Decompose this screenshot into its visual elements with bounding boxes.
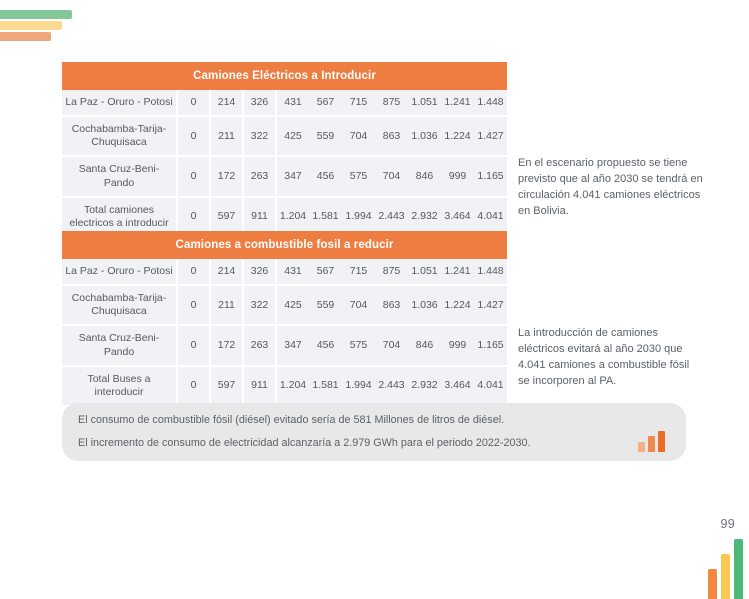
cell-value: 2.932 bbox=[408, 197, 441, 236]
cell-value: 322 bbox=[243, 116, 276, 156]
callout-line-diesel: El consumo de combustible fósil (diésel) evitado sería de 581 Millones de litros de diésel. bbox=[78, 414, 505, 426]
cell-value: 1.204 bbox=[276, 197, 309, 236]
table-body bbox=[62, 90, 507, 236]
cell-value: 214 bbox=[210, 259, 243, 285]
row-label: La Paz - Oruro - Potosi bbox=[62, 259, 177, 285]
cell-value: 322 bbox=[243, 285, 276, 325]
table-row bbox=[62, 259, 507, 285]
row-label: Total camiones electricos a introducir bbox=[62, 197, 177, 236]
cell-value: 4.041 bbox=[474, 197, 507, 236]
bar-chart-icon bbox=[638, 430, 672, 452]
cell-value: 4.041 bbox=[474, 366, 507, 405]
cell-value: 0 bbox=[177, 325, 210, 365]
cell-value: 1.581 bbox=[309, 197, 342, 236]
cell-value: 214 bbox=[210, 90, 243, 116]
dark-orange-bar-icon bbox=[658, 431, 665, 452]
cell-value: 425 bbox=[276, 285, 309, 325]
cell-value: 704 bbox=[342, 116, 375, 156]
cell-value: 3.464 bbox=[441, 366, 474, 405]
cell-value: 1.165 bbox=[474, 325, 507, 365]
top-left-decoration bbox=[0, 10, 80, 43]
cell-value: 0 bbox=[177, 156, 210, 196]
cell-value: 846 bbox=[408, 156, 441, 196]
cell-value: 1.448 bbox=[477, 265, 504, 277]
table-row bbox=[62, 197, 507, 236]
cell-value: 431 bbox=[284, 265, 302, 277]
cell-value: 211 bbox=[210, 116, 243, 156]
table-row bbox=[62, 116, 507, 156]
bottom-right-decoration bbox=[699, 533, 743, 599]
cell-value: 575 bbox=[342, 325, 375, 365]
cell-value: 1.224 bbox=[441, 116, 474, 156]
cell-value: 1.051 bbox=[411, 96, 438, 108]
cell-value: 172 bbox=[210, 156, 243, 196]
cell-value: 425 bbox=[276, 116, 309, 156]
callout-line-electricity: El incremento de consumo de electricidad alcanzaría a 2.979 GWh para el periodo 2022-2030. bbox=[78, 437, 531, 450]
table-fossil-trucks bbox=[62, 231, 507, 405]
cell-value: 715 bbox=[349, 265, 368, 277]
cell-value: 2.932 bbox=[408, 366, 441, 405]
table-body bbox=[62, 259, 507, 405]
side-note-electric: En el escenario propuesto se tiene previsto que al año 2030 se tendrá en circulación 4.041 camiones eléctricos en Bolivia. bbox=[518, 157, 703, 217]
cell-value: 875 bbox=[382, 265, 401, 277]
cell-value: 846 bbox=[408, 325, 441, 365]
cell-value: 263 bbox=[243, 325, 276, 365]
cell-value: 0 bbox=[177, 366, 210, 405]
cell-value: 3.464 bbox=[441, 197, 474, 236]
cell-value: 863 bbox=[375, 285, 408, 325]
cell-value: 1.204 bbox=[276, 366, 309, 405]
orange-bar-icon bbox=[708, 569, 717, 599]
cell-value: 347 bbox=[276, 325, 309, 365]
green-bar-icon bbox=[0, 10, 72, 19]
row-label: Santa Cruz-Beni-Pando bbox=[62, 156, 177, 196]
cell-value: 559 bbox=[309, 285, 342, 325]
cell-value: 559 bbox=[309, 116, 342, 156]
cell-value: 1.036 bbox=[408, 285, 441, 325]
cell-value: 704 bbox=[375, 325, 408, 365]
yellow-bar-icon bbox=[721, 554, 730, 599]
cell-value: 0 bbox=[177, 285, 210, 325]
cell-value: 211 bbox=[210, 285, 243, 325]
cell-value: 1.224 bbox=[441, 285, 474, 325]
cell-value: 1.241 bbox=[444, 96, 471, 108]
cell-value: 347 bbox=[276, 156, 309, 196]
table-title: Camiones a combustible fosil a reducir bbox=[62, 231, 507, 259]
cell-value: 2.443 bbox=[375, 366, 408, 405]
cell-value: 326 bbox=[243, 90, 276, 116]
cell-value: 911 bbox=[243, 197, 276, 236]
summary-callout bbox=[62, 403, 686, 461]
cell-value: 1.241 bbox=[444, 265, 471, 277]
cell-value: 1.448 bbox=[477, 96, 504, 108]
cell-value: 0 bbox=[177, 197, 210, 236]
table-row bbox=[62, 90, 507, 116]
cell-value: 875 bbox=[382, 96, 401, 108]
cell-value: 1.427 bbox=[474, 285, 507, 325]
cell-value: 1.994 bbox=[342, 366, 375, 405]
cell-value: 263 bbox=[243, 156, 276, 196]
cell-value: 567 bbox=[316, 96, 335, 108]
page-number: 99 bbox=[720, 517, 735, 531]
row-label: Cochabamba-Tarija-Chuquisaca bbox=[62, 116, 177, 156]
table-row bbox=[62, 366, 507, 405]
cell-value: 431 bbox=[284, 96, 302, 108]
cell-value: 704 bbox=[342, 285, 375, 325]
table-row bbox=[62, 156, 507, 196]
cell-value: 704 bbox=[375, 156, 408, 196]
cell-value: 0 bbox=[177, 90, 210, 116]
row-label: Santa Cruz-Beni-Pando bbox=[62, 325, 177, 365]
cell-value: 999 bbox=[441, 325, 474, 365]
cell-value: 1.581 bbox=[309, 366, 342, 405]
cell-value: 1.036 bbox=[408, 116, 441, 156]
cell-value: 567 bbox=[316, 265, 335, 277]
cell-value: 2.443 bbox=[375, 197, 408, 236]
cell-value: 911 bbox=[243, 366, 276, 405]
table-row bbox=[62, 285, 507, 325]
cell-value: 0 bbox=[177, 116, 210, 156]
cell-value: 575 bbox=[342, 156, 375, 196]
row-label: Total Buses a interoducir bbox=[62, 366, 177, 405]
cell-value: 1.051 bbox=[411, 265, 438, 277]
table-row bbox=[62, 325, 507, 365]
cell-value: 999 bbox=[441, 156, 474, 196]
mid-orange-bar-icon bbox=[648, 436, 655, 452]
cell-value: 172 bbox=[210, 325, 243, 365]
cell-value: 597 bbox=[210, 197, 243, 236]
cell-value: 0 bbox=[177, 259, 210, 285]
cell-value: 456 bbox=[309, 156, 342, 196]
yellow-bar-icon bbox=[0, 21, 62, 30]
cell-value: 715 bbox=[349, 96, 368, 108]
side-note-fossil: La introducción de camiones eléctricos evitará al año 2030 que 4.041 camiones a combustible fósil se incorporen al PA. bbox=[518, 327, 690, 387]
table-electric-trucks bbox=[62, 62, 507, 236]
cell-value: 1.427 bbox=[474, 116, 507, 156]
row-label: La Paz - Oruro - Potosi bbox=[62, 90, 177, 116]
light-orange-bar-icon bbox=[638, 442, 645, 452]
cell-value: 1.165 bbox=[474, 156, 507, 196]
cell-value: 597 bbox=[210, 366, 243, 405]
orange-bar-icon bbox=[0, 32, 51, 41]
cell-value: 1.994 bbox=[342, 197, 375, 236]
green-bar-icon bbox=[734, 539, 743, 599]
cell-value: 456 bbox=[309, 325, 342, 365]
table-title: Camiones Eléctricos a Introducir bbox=[62, 62, 507, 90]
cell-value: 326 bbox=[243, 259, 276, 285]
cell-value: 863 bbox=[375, 116, 408, 156]
row-label: Cochabamba-Tarija-Chuquisaca bbox=[62, 285, 177, 325]
